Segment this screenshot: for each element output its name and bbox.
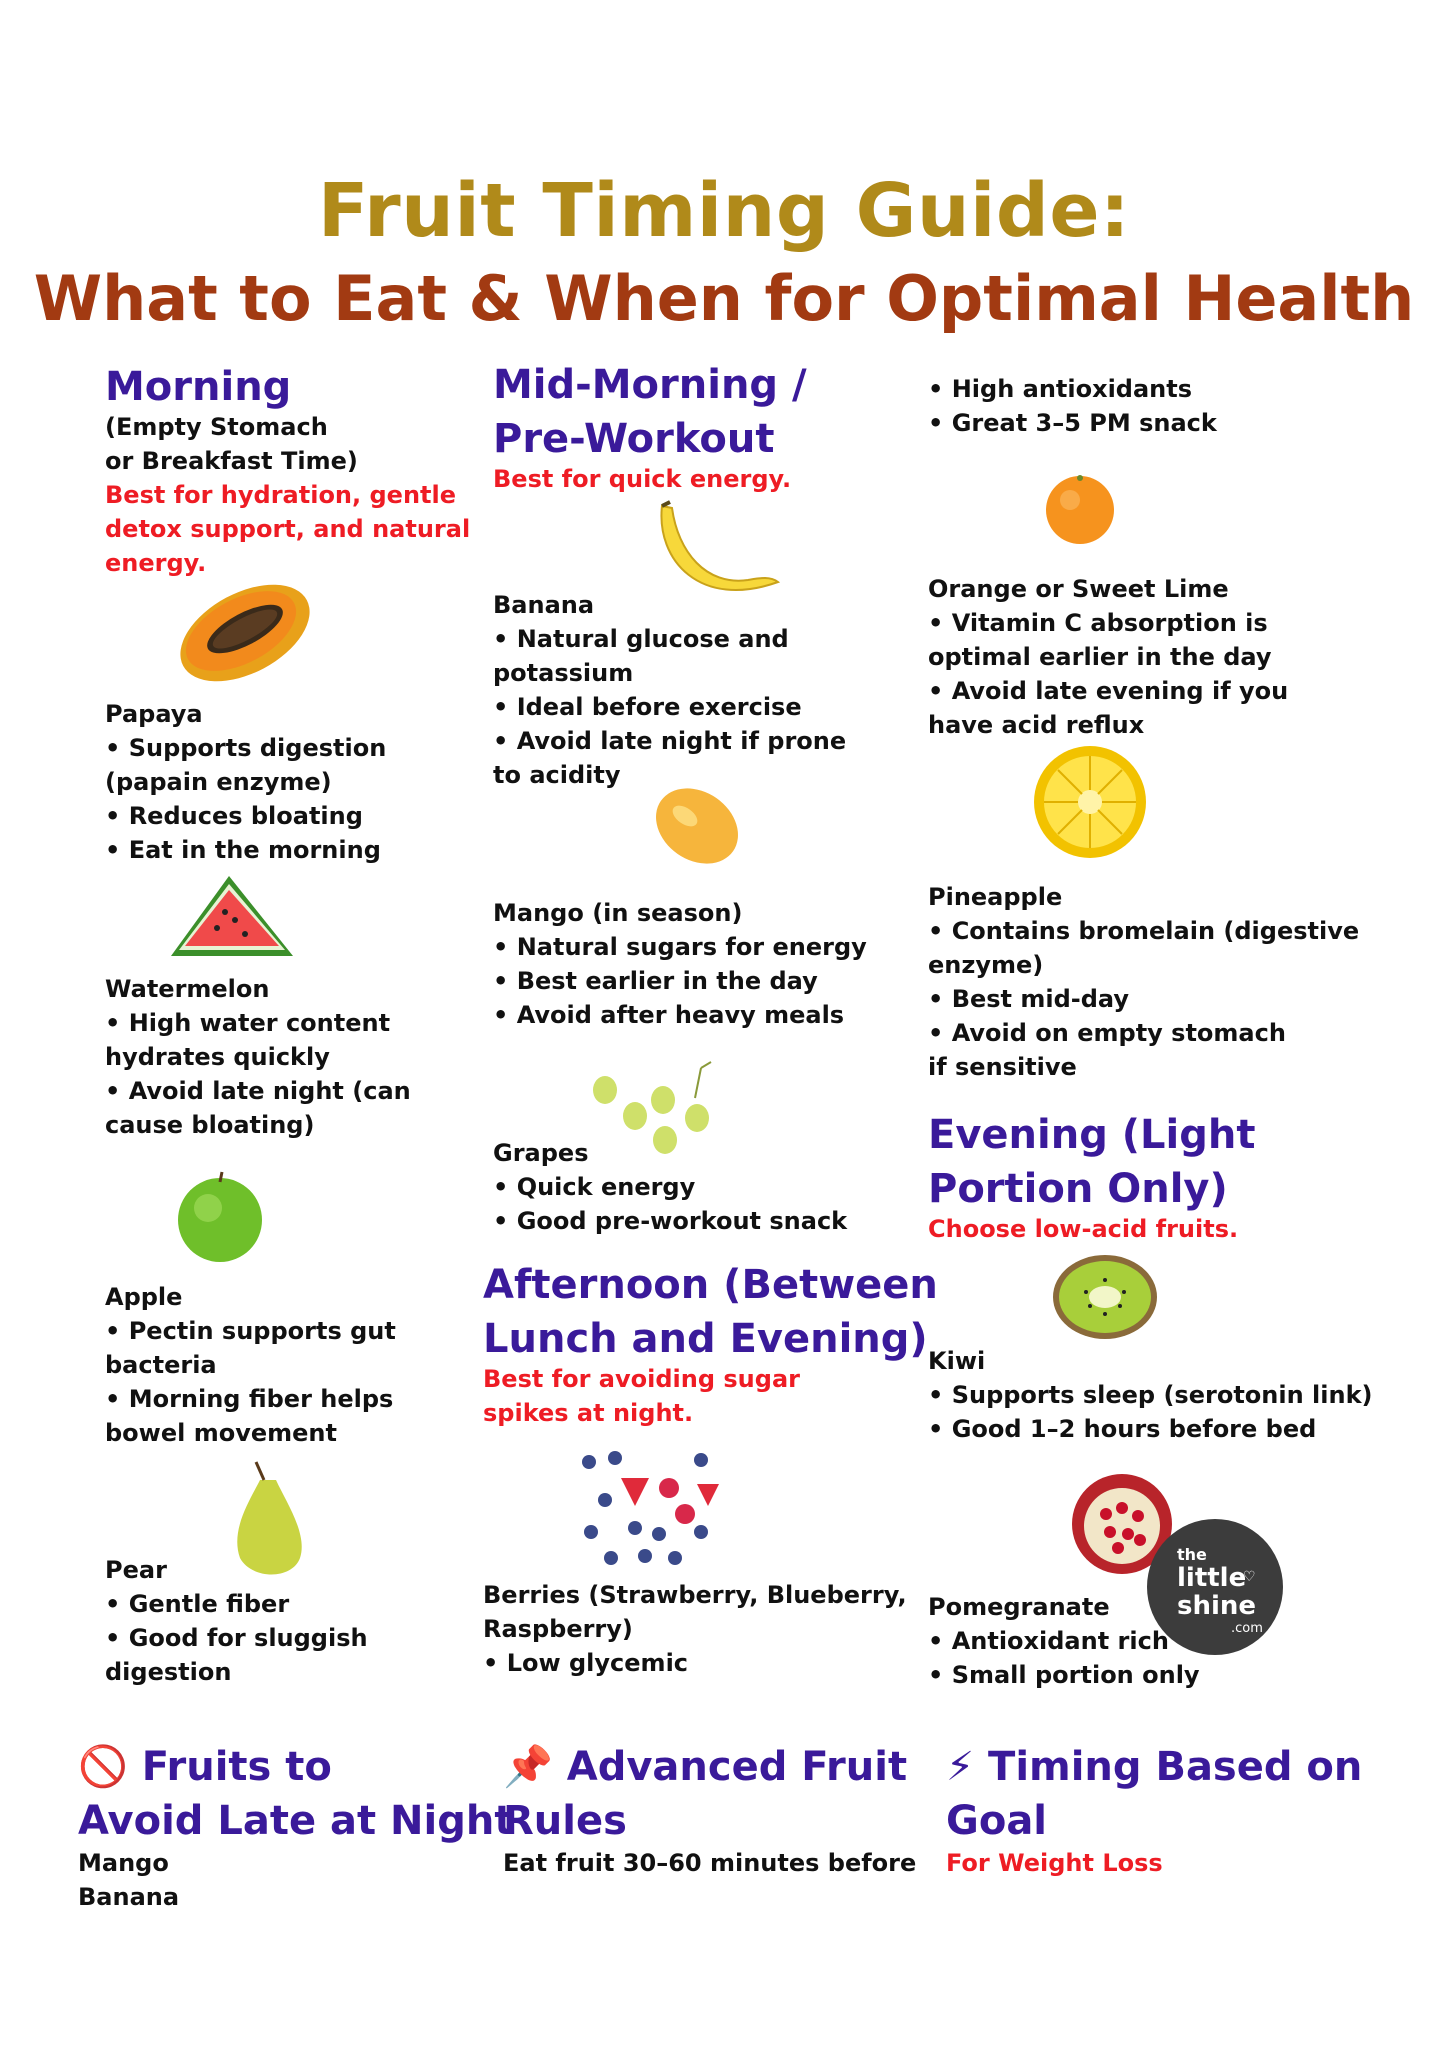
grapes-icon (585, 1058, 725, 1168)
heart-icon: ♡ (1243, 1569, 1256, 1585)
berries-name-2: Raspberry) (483, 1615, 633, 1643)
logo-text-com: .com (1231, 1621, 1263, 1636)
goal-heading-2: Goal (946, 1798, 1048, 1844)
pineapple-line-5: if sensitive (928, 1053, 1077, 1081)
berries-line-1: • Low glycemic (483, 1649, 689, 1677)
watermelon-icon (165, 868, 300, 968)
goal-heading-text-1: Timing Based on (988, 1744, 1363, 1790)
morning-note-2: detox support, and natural (105, 515, 471, 543)
lightning-icon: ⚡ (946, 1744, 975, 1790)
avoid-line-2: Banana (78, 1883, 180, 1911)
banana-line-3: • Ideal before exercise (493, 693, 802, 721)
pineapple-icon (1030, 742, 1150, 862)
pomegranate-name: Pomegranate (928, 1593, 1110, 1621)
pear-icon (220, 1460, 320, 1580)
watermelon-line-1: • High water content (105, 1009, 391, 1037)
morning-note-1: Best for hydration, gentle (105, 481, 457, 509)
mid-morning-note: Best for quick energy. (493, 465, 792, 493)
papaya-line-2: (papain enzyme) (105, 768, 332, 796)
mango-line-1: • Natural sugars for energy (493, 933, 867, 961)
grapes-line-2: • Good pre-workout snack (493, 1207, 848, 1235)
pushpin-icon: 📌 (503, 1744, 553, 1790)
mango-line-3: • Avoid after heavy meals (493, 1001, 845, 1029)
mango-icon (645, 780, 755, 880)
banana-icon (650, 500, 790, 615)
banana-line-4: • Avoid late night if prone (493, 727, 847, 755)
watermelon-line-3: • Avoid late night (can (105, 1077, 411, 1105)
berries-name-1: Berries (Strawberry, Blueberry, (483, 1581, 907, 1609)
papaya-name: Papaya (105, 700, 203, 728)
apple-line-2: bacteria (105, 1351, 217, 1379)
morning-sub-2: or Breakfast Time) (105, 447, 358, 475)
rules-heading-text-1: Advanced Fruit (566, 1744, 908, 1790)
morning-sub-1: (Empty Stomach (105, 413, 328, 441)
pineapple-line-3: • Best mid-day (928, 985, 1130, 1013)
logo-text-shine: shine (1177, 1591, 1257, 1621)
evening-heading-2: Portion Only) (928, 1166, 1228, 1212)
grapes-name: Grapes (493, 1139, 589, 1167)
pear-line-2: • Good for sluggish (105, 1624, 368, 1652)
avoid-line-1: Mango (78, 1849, 169, 1877)
pineapple-name: Pineapple (928, 883, 1063, 911)
evening-note: Choose low-acid fruits. (928, 1215, 1239, 1243)
logo-text-the: the (1177, 1545, 1207, 1564)
morning-heading: Morning (105, 364, 292, 410)
mango-line-2: • Best earlier in the day (493, 967, 818, 995)
mango-name: Mango (in season) (493, 899, 743, 927)
orange-name: Orange or Sweet Lime (928, 575, 1229, 603)
orange-line-1: • Vitamin C absorption is (928, 609, 1268, 637)
kiwi-line-2: • Good 1–2 hours before bed (928, 1415, 1317, 1443)
grapes-line-1: • Quick energy (493, 1173, 696, 1201)
watermelon-line-2: hydrates quickly (105, 1043, 330, 1071)
banana-line-5: to acidity (493, 761, 621, 789)
rules-heading-2: Rules (503, 1798, 627, 1844)
avoid-heading-text-1: Fruits to (141, 1744, 332, 1790)
pomegranate-line-1: • Antioxidant rich (928, 1627, 1169, 1655)
kiwi-line-1: • Supports sleep (serotonin link) (928, 1381, 1373, 1409)
pear-line-3: digestion (105, 1658, 232, 1686)
afternoon-heading-2: Lunch and Evening) (483, 1316, 928, 1362)
papaya-line-1: • Supports digestion (105, 734, 387, 762)
page-title: Fruit Timing Guide: (317, 168, 1131, 254)
apple-icon (170, 1168, 270, 1268)
pineapple-line-1: • Contains bromelain (digestive (928, 917, 1360, 945)
goal-line-1: For Weight Loss (946, 1849, 1163, 1877)
kiwi-icon (1050, 1252, 1160, 1342)
banana-name: Banana (493, 591, 595, 619)
logo-text-little: little (1177, 1563, 1247, 1593)
watermelon-line-4: cause bloating) (105, 1111, 315, 1139)
kiwi-name: Kiwi (928, 1347, 986, 1375)
papaya-line-4: • Eat in the morning (105, 836, 381, 864)
banana-line-2: potassium (493, 659, 634, 687)
banana-line-1: • Natural glucose and (493, 625, 789, 653)
mid-morning-heading-1: Mid-Morning / (493, 362, 807, 408)
goal-heading-1 (946, 1740, 1362, 1794)
pear-line-1: • Gentle fiber (105, 1590, 290, 1618)
morning-note-3: energy. (105, 549, 207, 577)
mid-morning-heading-2: Pre-Workout (493, 416, 775, 462)
papaya-icon (165, 565, 315, 685)
prohibited-icon: 🚫 (78, 1744, 128, 1790)
apple-line-4: bowel movement (105, 1419, 337, 1447)
papaya-line-3: • Reduces bloating (105, 802, 363, 830)
pomegranate-line-2: • Small portion only (928, 1661, 1200, 1689)
avoid-heading-2: Avoid Late at Night (78, 1798, 514, 1844)
pineapple-line-2: enzyme) (928, 951, 1044, 979)
rules-line-1: Eat fruit 30–60 minutes before (503, 1849, 917, 1877)
orange-line-3: • Avoid late evening if you (928, 677, 1289, 705)
evening-heading-1: Evening (Light (928, 1112, 1256, 1158)
pineapple-line-4: • Avoid on empty stomach (928, 1019, 1286, 1047)
page-subtitle: What to Eat & When for Optimal Health (33, 262, 1415, 335)
berries-line-2: • High antioxidants (928, 375, 1193, 403)
rules-heading-1 (503, 1740, 907, 1794)
orange-line-2: optimal earlier in the day (928, 643, 1272, 671)
pear-name: Pear (105, 1556, 167, 1584)
berries-line-3: • Great 3–5 PM snack (928, 409, 1217, 437)
afternoon-note-2: spikes at night. (483, 1399, 694, 1427)
apple-line-3: • Morning fiber helps (105, 1385, 394, 1413)
orange-icon (1040, 470, 1120, 550)
apple-name: Apple (105, 1283, 183, 1311)
orange-line-4: have acid reflux (928, 711, 1145, 739)
afternoon-heading-1: Afternoon (Between (483, 1262, 938, 1308)
apple-line-1: • Pectin supports gut (105, 1317, 396, 1345)
watermelon-name: Watermelon (105, 975, 270, 1003)
avoid-heading-1 (78, 1740, 332, 1794)
berries-icon (575, 1448, 725, 1568)
afternoon-note-1: Best for avoiding sugar (483, 1365, 800, 1393)
